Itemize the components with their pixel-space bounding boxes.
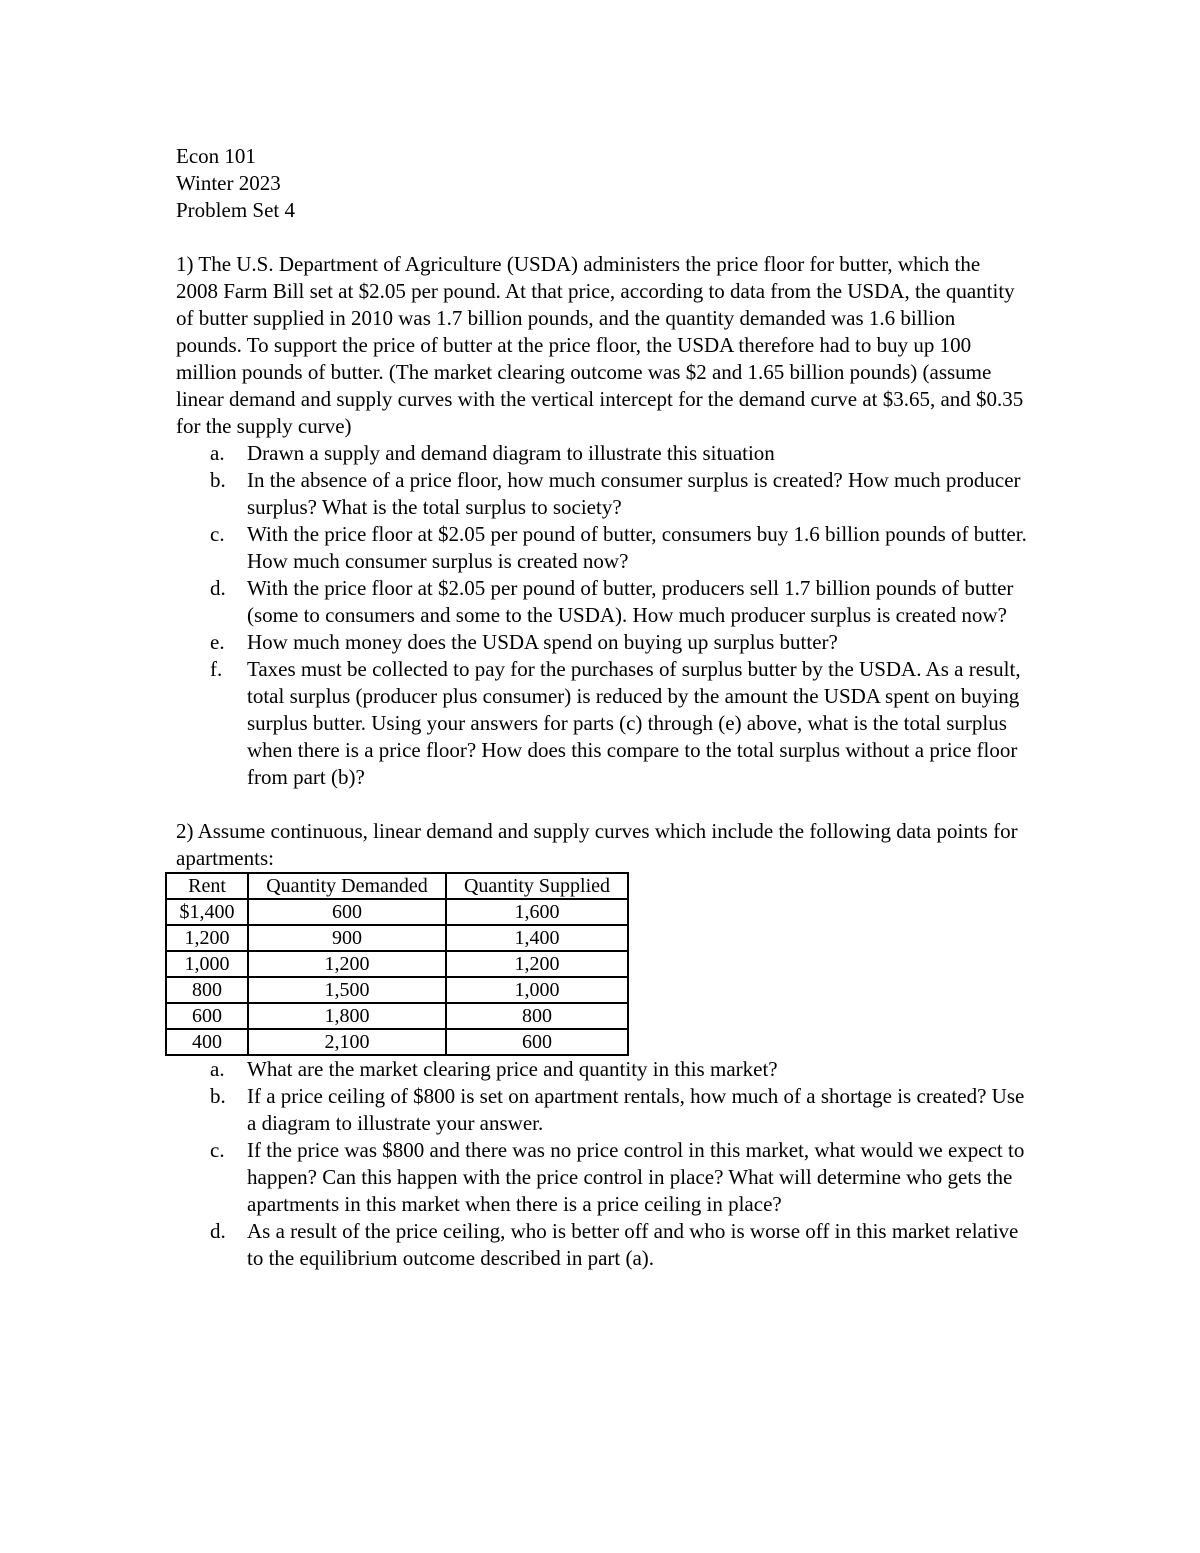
question-2-parts <box>176 1056 1036 1272</box>
question-1-part-c <box>176 521 1027 575</box>
document-header <box>176 143 1036 224</box>
part-text: How much money does the USDA spend on buying up surplus butter? <box>247 630 838 654</box>
part-text: What are the market clearing price and quantity in this market? <box>247 1057 778 1081</box>
quantity-supplied-cell: 1,200 <box>446 951 628 977</box>
table-header-row <box>166 873 628 899</box>
question-1-part-a <box>176 440 1027 467</box>
table-row <box>166 925 628 951</box>
quantity-demanded-cell: 1,800 <box>248 1003 446 1029</box>
course-name: Econ 101 <box>176 144 256 168</box>
question-1-parts <box>176 440 1036 791</box>
part-text: As a result of the price ceiling, who is better off and who is worse off in this market relative to the equilibrium outcome described in part (a). <box>247 1219 1019 1270</box>
table-row <box>166 951 628 977</box>
part-text: With the price floor at $2.05 per pound of butter, consumers buy 1.6 billion pounds of butter. How much consumer surplus is created now? <box>247 522 1027 573</box>
quantity-supplied-cell: 1,400 <box>446 925 628 951</box>
question-2-part-d <box>176 1218 1027 1272</box>
table-row <box>166 977 628 1003</box>
quantity-demanded-cell: 1,200 <box>248 951 446 977</box>
column-header-quantity-supplied: Quantity Supplied <box>446 873 628 899</box>
part-text: Drawn a supply and demand diagram to illustrate this situation <box>247 441 775 465</box>
question-1-part-d <box>176 575 1027 629</box>
spacer <box>176 791 1036 818</box>
part-label: a. <box>210 441 225 465</box>
table-row <box>166 899 628 925</box>
question-2-part-a <box>176 1056 1027 1083</box>
rent-cell: 1,200 <box>166 925 248 951</box>
term: Winter 2023 <box>176 171 281 195</box>
question-1-intro: 1) The U.S. Department of Agriculture (USDA) administers the price floor for butter, which the 2008 Farm Bill set at $2.05 per pound. At that price, according to data from the USDA, the quantity of butter supplied in 2010 was 1.7 billion pounds, and the quantity demanded was 1.6 billion pounds. To support the price of butter at the price floor, the USDA therefore had to buy up 100 million pounds of butter. (The market clearing outcome was $2 and 1.65 billion pounds) (assume linear demand and supply curves with the vertical intercept for the demand curve at $3.65, and $0.35 for the supply curve) <box>176 252 1024 438</box>
part-label: a. <box>210 1057 225 1081</box>
rent-cell: 1,000 <box>166 951 248 977</box>
quantity-demanded-cell: 2,100 <box>248 1029 446 1055</box>
table-row <box>166 1029 628 1055</box>
rent-cell: 400 <box>166 1029 248 1055</box>
apartment-data-table <box>165 872 629 1056</box>
question-2-part-b <box>176 1083 1027 1137</box>
part-label: c. <box>210 1138 225 1162</box>
question-1-part-b <box>176 467 1027 521</box>
question-2-part-c <box>176 1137 1027 1218</box>
quantity-demanded-cell: 1,500 <box>248 977 446 1003</box>
question-2 <box>176 818 1036 1272</box>
part-label: f. <box>210 657 223 681</box>
quantity-supplied-cell: 1,000 <box>446 977 628 1003</box>
rent-cell: 600 <box>166 1003 248 1029</box>
rent-cell: 800 <box>166 977 248 1003</box>
question-2-intro: 2) Assume continuous, linear demand and supply curves which include the following data points for apartments: <box>176 819 1018 870</box>
question-1-part-e <box>176 629 1027 656</box>
part-label: d. <box>210 1219 226 1243</box>
column-header-rent: Rent <box>166 873 248 899</box>
part-text: If the price was $800 and there was no price control in this market, what would we expect to happen? Can this happen with the price control in place? What will determine who gets the apartments in this market when there is a price ceiling in place? <box>247 1138 1025 1216</box>
question-1-part-f <box>176 656 1027 791</box>
problem-set-title: Problem Set 4 <box>176 198 295 222</box>
column-header-quantity-demanded: Quantity Demanded <box>248 873 446 899</box>
quantity-demanded-cell: 900 <box>248 925 446 951</box>
part-label: c. <box>210 522 225 546</box>
part-text: Taxes must be collected to pay for the purchases of surplus butter by the USDA. As a result, total surplus (producer plus consumer) is reduced by the amount the USDA spent on buying surplus butter. Using your answers for parts (c) through (e) above, what is the total surplus when there is a price floor? How does this compare to the total surplus without a price floor from part (b)? <box>247 657 1021 789</box>
part-text: In the absence of a price floor, how much consumer surplus is created? How much producer surplus? What is the total surplus to society? <box>247 468 1021 519</box>
part-label: e. <box>210 630 225 654</box>
spacer <box>176 224 1036 251</box>
quantity-supplied-cell: 1,600 <box>446 899 628 925</box>
part-text: If a price ceiling of $800 is set on apartment rentals, how much of a shortage is created? Use a diagram to illustrate your answer. <box>247 1084 1025 1135</box>
rent-cell: $1,400 <box>166 899 248 925</box>
part-text: With the price floor at $2.05 per pound of butter, producers sell 1.7 billion pounds of butter (some to consumers and some to the USDA). How much producer surplus is created now? <box>247 576 1014 627</box>
quantity-supplied-cell: 800 <box>446 1003 628 1029</box>
part-label: d. <box>210 576 226 600</box>
quantity-demanded-cell: 600 <box>248 899 446 925</box>
part-label: b. <box>210 1084 226 1108</box>
quantity-supplied-cell: 600 <box>446 1029 628 1055</box>
part-label: b. <box>210 468 226 492</box>
question-1 <box>176 251 1036 791</box>
table-row <box>166 1003 628 1029</box>
document-page <box>176 143 1036 1272</box>
